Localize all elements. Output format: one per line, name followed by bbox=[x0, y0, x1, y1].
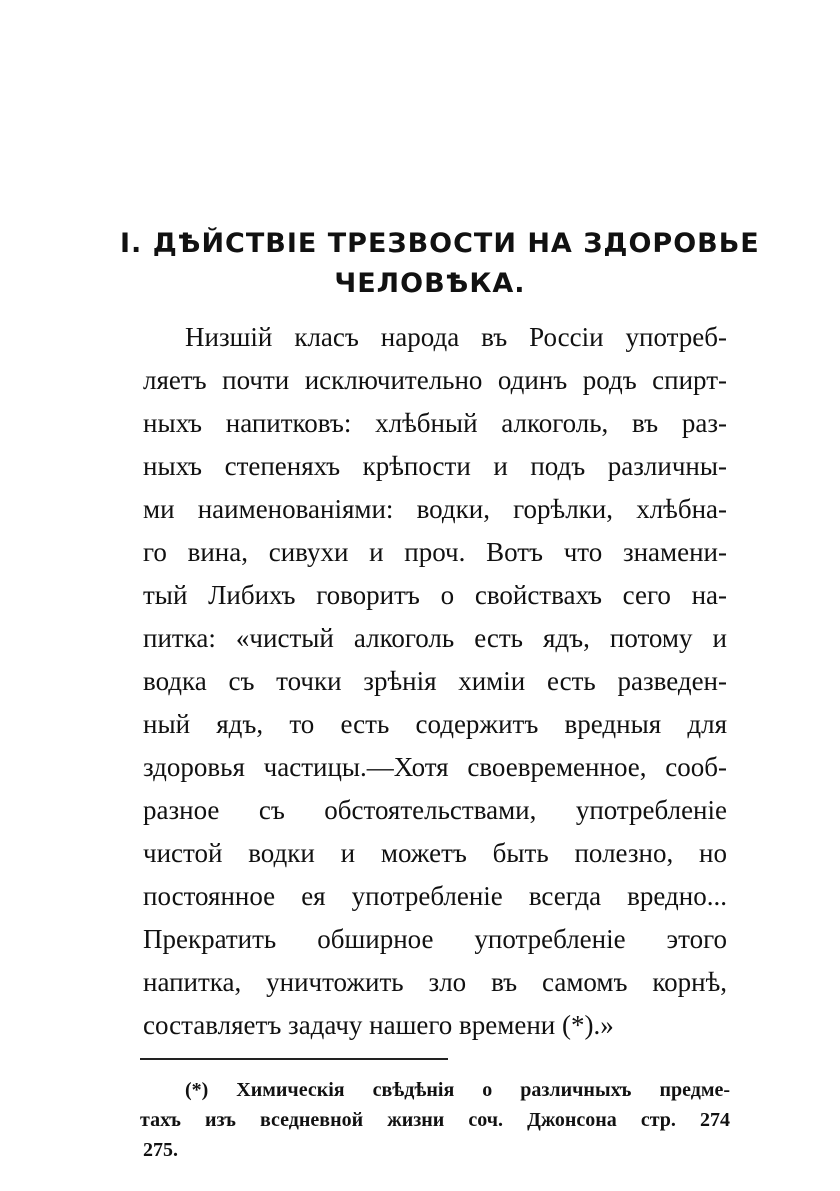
body-line: го вина, сивухи и проч. Вотъ что знамени- bbox=[143, 537, 727, 567]
footnote-line: тахъ изъ вседневной жизни соч. Джонсона стр. 274 bbox=[140, 1109, 730, 1131]
body-line: ми наименованіями: водки, горѣлки, хлѣбна- bbox=[143, 494, 727, 524]
body-line: питка: «чистый алкоголь есть ядъ, потому и bbox=[143, 623, 727, 653]
body-line: ныхъ степеняхъ крѣпости и подъ различны- bbox=[143, 451, 727, 481]
footnote-line: 275. bbox=[143, 1139, 178, 1161]
body-line: ляетъ почти исключительно одинъ родъ спирт- bbox=[143, 365, 727, 395]
body-line: Прекратить обширное употребленіе этого bbox=[143, 924, 727, 954]
body-line: чистой водки и можетъ быть полезно, но bbox=[143, 838, 727, 868]
body-line: напитка, уничтожить зло въ самомъ корнѣ, bbox=[143, 967, 727, 997]
body-line: составляетъ задачу нашего времени (*).» bbox=[143, 1010, 614, 1040]
body-line: ный ядъ, то есть содержитъ вредныя для bbox=[143, 709, 727, 739]
body-line: тый Либихъ говоритъ о свойствахъ сего на- bbox=[143, 580, 727, 610]
chapter-heading-line-1: I. ДѢЙСТВІЕ ТРЕЗВОСТИ НА ЗДОРОВЬЕ bbox=[120, 228, 760, 259]
chapter-heading-line-2: ЧЕЛОВѢКА. bbox=[334, 268, 526, 299]
footnote-line: (*) Химическія свѣдѣнія о различныхъ предме- bbox=[185, 1079, 730, 1101]
body-line: Низшій класъ народа въ Россіи употреб- bbox=[185, 322, 727, 352]
body-line: водка съ точки зрѣнія химіи есть разведен- bbox=[143, 666, 727, 696]
footnote-divider bbox=[140, 1058, 448, 1060]
body-line: постоянное ея употребленіе всегда вредно... bbox=[143, 881, 727, 911]
body-line: разное съ обстоятельствами, употребленіе bbox=[143, 795, 727, 825]
body-line: здоровья частицы.—Хотя своевременное, сооб- bbox=[143, 752, 727, 782]
body-line: ныхъ напитковъ: хлѣбный алкоголь, въ раз- bbox=[143, 408, 727, 438]
